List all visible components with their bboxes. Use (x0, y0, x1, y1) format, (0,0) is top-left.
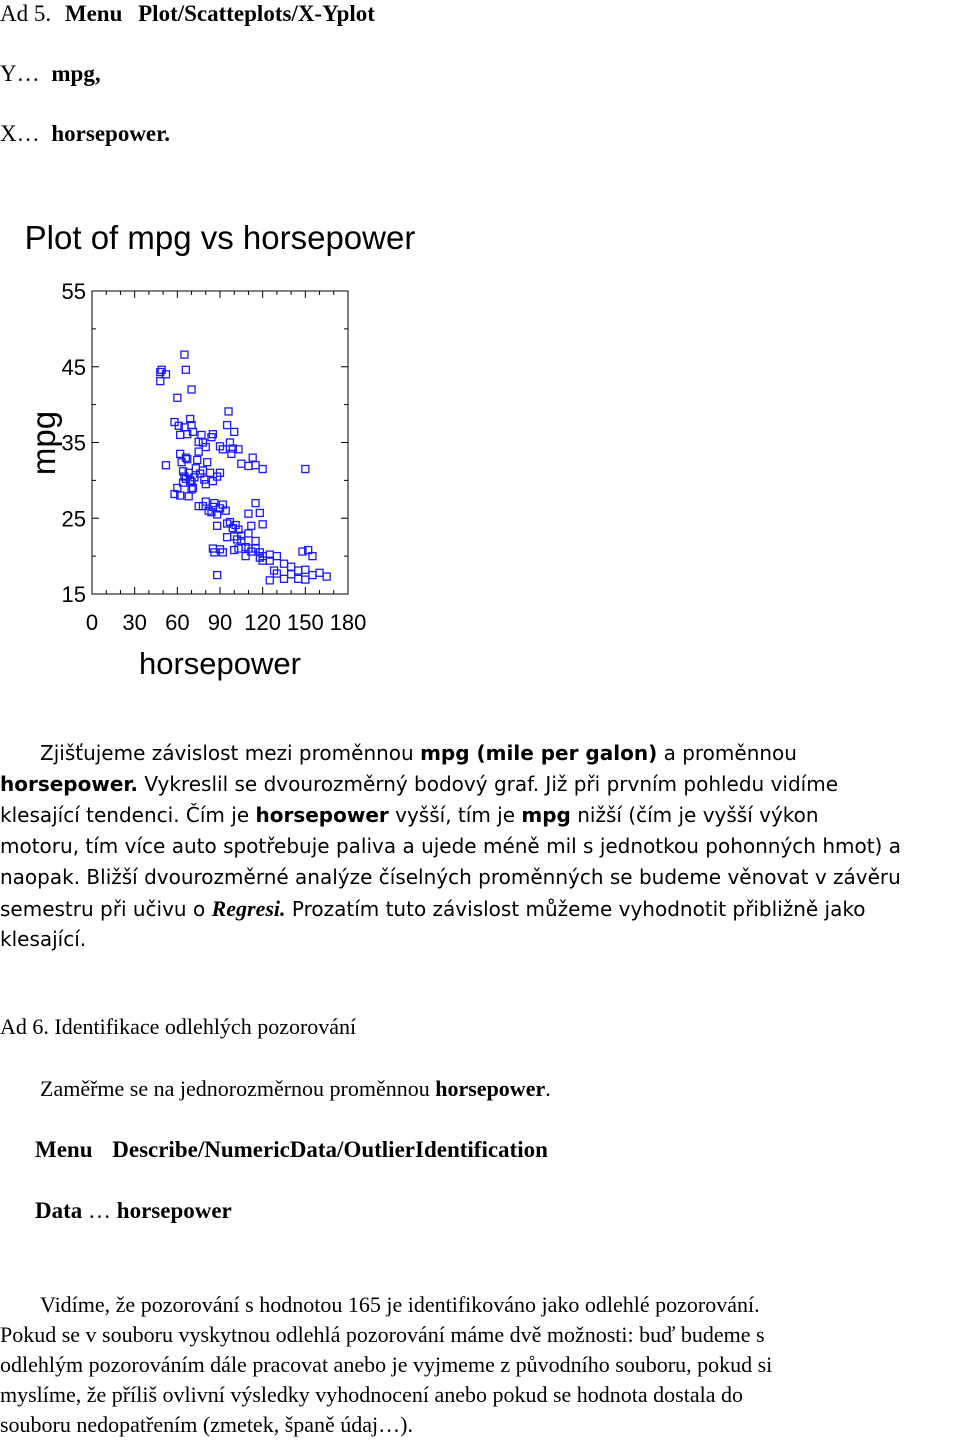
x-value: horsepower. (51, 121, 170, 146)
text-span: a proměnnou (657, 741, 797, 765)
text-span: Zaměřme se na jednorozměrnou proměnnou (40, 1076, 436, 1101)
focus-line (40, 1075, 551, 1103)
y-tick-label: 55 (61, 279, 86, 304)
menu-path: Plot/Scatteplots/X-Yplot (138, 1, 375, 26)
menu-line (35, 1136, 548, 1164)
para1-row-6 (0, 893, 958, 924)
data-point (207, 469, 214, 476)
bold-italic-span: Regresi. (211, 896, 286, 921)
data-point (245, 530, 252, 537)
data-point (256, 509, 263, 516)
data-point (252, 537, 259, 544)
y-value: mpg, (51, 61, 101, 86)
ad5-prefix: Ad 5. (0, 1, 52, 26)
data-point (273, 553, 280, 560)
data-point (214, 572, 221, 579)
x-tick-labels (86, 610, 366, 635)
y-prefix: Y… (0, 61, 40, 86)
para2-row-3: odlehlým pozorováním dále pracovat anebo je vyjmeme z původního souboru, pokud si (0, 1352, 773, 1377)
data-point (245, 462, 252, 469)
menu-label: Menu (35, 1137, 93, 1162)
para2-row-2: Pokud se v souboru vyskytnou odlehlá pozorování máme dvě možnosti: buď budeme s (0, 1322, 765, 1347)
data-points (157, 351, 330, 584)
bold-span: horsepower (435, 1076, 546, 1101)
data-point (174, 394, 181, 401)
x-tick-label: 150 (286, 610, 324, 635)
x-axis-label: horsepower (139, 646, 301, 681)
y-axis-label: mpg (25, 410, 62, 476)
y-tick-label: 25 (61, 506, 86, 532)
x-tick-label: 90 (207, 610, 233, 635)
x-tick-label: 60 (165, 610, 190, 635)
para1-row-7: klesající. (0, 927, 87, 951)
data-point (195, 503, 202, 510)
header-line-2 (0, 60, 101, 88)
para2-row-1: Vidíme, že pozorování s hodnotou 165 je identifikováno jako odlehlé pozorování. (40, 1292, 760, 1317)
data-point (252, 462, 259, 469)
data-point (249, 454, 256, 461)
data-point (281, 560, 288, 567)
data-point (309, 572, 316, 579)
data-point (238, 460, 245, 467)
y-tick-labels (62, 279, 86, 607)
data-point (182, 366, 189, 373)
chart-title: Plot of mpg vs horsepower (24, 219, 416, 256)
text-span: semestru při učivu o (0, 897, 212, 921)
text-span: Zjišťujeme závislost mezi proměnnou (40, 741, 421, 765)
text-span: vyšší, tím je (388, 803, 522, 827)
data-point (288, 563, 295, 570)
data-point (225, 408, 232, 415)
data-point (185, 493, 192, 500)
data-point (245, 510, 252, 517)
x-tick-label: 180 (329, 610, 367, 635)
data-point (231, 428, 238, 435)
data-point (259, 466, 266, 473)
data-point (198, 431, 205, 438)
text-span: nižší (čím je vyšší výkon (570, 803, 819, 827)
data-point (323, 573, 330, 580)
data-point (202, 444, 209, 451)
x-tick-label: 120 (244, 610, 282, 635)
para1-row-5: naopak. Bližší dvourozměrné analýze číselných proměnných se budeme věnovat v závěru (0, 865, 901, 889)
para1-row-3 (0, 800, 958, 831)
text-span: klesající tendenci. Čím je (0, 803, 256, 827)
data-point (202, 498, 209, 505)
data-point (252, 500, 259, 507)
data-point (177, 431, 184, 438)
outlier-paragraph (0, 1290, 958, 1440)
ellipsis: … (82, 1198, 117, 1223)
scatter-chart (0, 205, 420, 695)
data-point (181, 351, 188, 358)
data-point (204, 459, 211, 466)
data-point (224, 534, 231, 541)
data-point (302, 576, 309, 583)
menu-label: Menu (64, 1, 123, 26)
data-point (288, 571, 295, 578)
data-point (162, 462, 169, 469)
data-line (35, 1197, 232, 1225)
para2-row-4: myslíme, že příliš ovlivní výsledky vyhodnocení anebo pokud se hodnota dostala do (0, 1382, 743, 1407)
data-point (281, 575, 288, 582)
bold-span: horsepower. (0, 772, 139, 796)
data-point (302, 466, 309, 473)
data-point (188, 386, 195, 393)
y-tick-label: 45 (61, 354, 86, 380)
data-point (295, 575, 302, 582)
data-point (302, 566, 309, 573)
data-point (295, 567, 302, 574)
data-label: Data (35, 1198, 83, 1223)
menu-path: Describe/NumericData/OutlierIdentification (112, 1137, 548, 1162)
data-point (266, 577, 273, 584)
data-value: horsepower (116, 1198, 232, 1223)
bold-span: mpg (mile per galon) (420, 741, 658, 765)
header-line-3 (0, 120, 170, 148)
data-point (209, 478, 216, 485)
data-point (224, 422, 231, 429)
x-tick-label: 30 (122, 610, 147, 635)
x-tick-label: 0 (85, 610, 99, 635)
data-point (259, 521, 266, 528)
bold-span: horsepower (255, 803, 389, 827)
data-point (316, 569, 323, 576)
section6-heading: Ad 6. Identifikace odlehlých pozorování (0, 1014, 357, 1039)
para1-row-4: motoru, tím více auto spotřebuje paliva a ujede méně mil s jednotkou pohonných hmot) a (0, 834, 901, 858)
y-tick-label: 15 (61, 582, 86, 607)
data-point (214, 522, 221, 529)
text-span: . (545, 1076, 551, 1101)
y-tick-label: 35 (61, 430, 86, 456)
header-line-1 (0, 0, 375, 28)
text-span: Prozatím tuto závislost můžeme vyhodnotit přibližně jako (285, 897, 866, 921)
analysis-paragraph (0, 738, 958, 955)
bold-span: mpg (521, 803, 571, 827)
para1-row-1 (0, 738, 958, 769)
data-point (195, 448, 202, 455)
data-point (157, 378, 164, 385)
para1-row-2 (0, 769, 958, 800)
data-point (248, 522, 255, 529)
data-point (194, 456, 201, 463)
text-span: Vykreslil se dvourozměrný bodový graf. Již při prvním pohledu vidíme (138, 772, 839, 796)
x-prefix: X… (0, 121, 40, 146)
para2-row-5: souboru nedopatřením (zmetek, španě údaj…). (0, 1412, 413, 1437)
